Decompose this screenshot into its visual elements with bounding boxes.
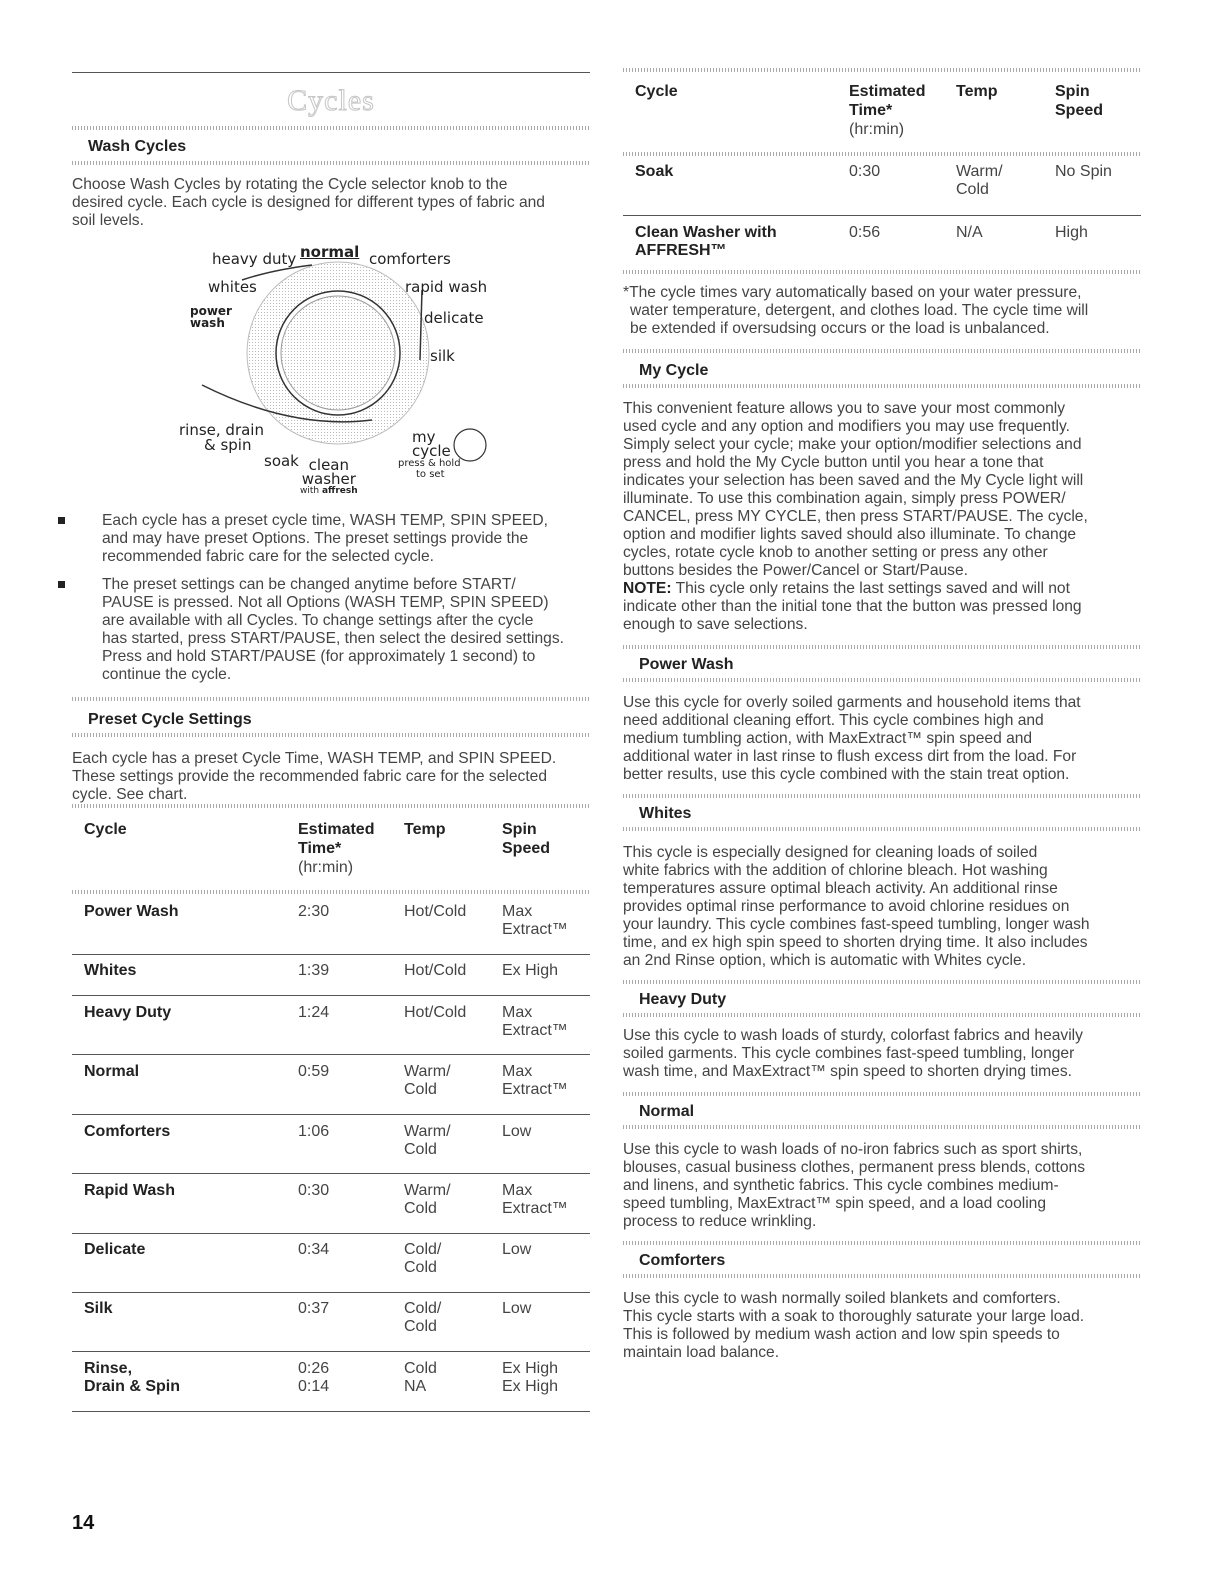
table-cell-temp [404, 1360, 437, 1396]
text-line: indicate other than the initial tone that the button was pressed long [623, 598, 1082, 615]
text-line: water temperature, detergent, and clothes load. The cycle time will [630, 302, 1089, 319]
table-cell-line: No Spin [1055, 163, 1112, 180]
dial-label-delicate: delicate [424, 309, 484, 327]
table-cell-line: Warm/ [956, 163, 1003, 180]
text-line: an 2nd Rinse option, which is automatic with Whites cycle. [623, 952, 1027, 969]
table-cell-spin [502, 1123, 531, 1141]
table-cell-time [298, 1360, 329, 1396]
table-cell-line: Cold/ [404, 1300, 442, 1317]
text-line: are available with all Cycles. To change settings after the cycle [102, 612, 534, 629]
affresh-logo: affresh [321, 486, 358, 496]
dial-label-power-wash-line: wash [190, 316, 225, 330]
row-separator [72, 995, 590, 996]
section-heading: Power Wash [639, 656, 734, 673]
table-cell-line: 0:30 [849, 163, 881, 180]
dial-label-clean-line: washer [301, 470, 356, 488]
text-line: Each cycle has a preset Cycle Time, WASH TEMP, and SPIN SPEED. [72, 750, 557, 767]
table-cell-line: Max [502, 903, 533, 920]
col-header-time-unit: (hr:min) [298, 859, 354, 876]
col-header-temp: Temp [404, 821, 446, 838]
table-cell-line: AFFRESH™ [635, 242, 727, 259]
row-separator [72, 1292, 590, 1293]
table-cell-line: Ex High [502, 1378, 559, 1395]
table-cell-line: Ex High [502, 1360, 559, 1377]
dial-label-heavy-duty: heavy duty [212, 250, 297, 268]
text-line: buttons besides the Power/Cancel or Start/Pause. [623, 562, 968, 579]
table-footnote [623, 284, 1141, 338]
text-line: Simply select your cycle; make your option/modifier selections and [623, 436, 1082, 453]
divider [72, 890, 590, 894]
table-cell-line: N/A [956, 224, 983, 241]
table-cell-line: Delicate [84, 1241, 146, 1258]
table-cell-time [298, 1241, 329, 1259]
table-cell-line: Cold [404, 1081, 437, 1098]
row-separator [72, 1054, 590, 1055]
text-line: your laundry. This cycle combines fast-speed tumbling, longer wash [623, 916, 1090, 933]
table-cell-time [849, 224, 880, 242]
dial-label-rapid-wash: rapid wash [405, 278, 488, 296]
col-header-time-line: Time* [298, 840, 342, 857]
table-cell-name [84, 1300, 112, 1318]
list-item [102, 576, 620, 684]
table-cell-line: 0:30 [298, 1182, 330, 1199]
dial-label-silk: silk [430, 347, 455, 365]
table-cell-line: Extract™ [502, 1081, 568, 1098]
table-cell-line: Clean Washer with [635, 224, 777, 241]
table-cell-name [84, 1360, 180, 1396]
section-body [623, 1027, 1141, 1081]
dial-label-whites: whites [208, 278, 257, 296]
text-line: temperatures assure optimal bleach activity. An additional rinse [623, 880, 1058, 897]
table-cell-line: Max [502, 1004, 533, 1021]
text-line: These settings provide the recommended fabric care for the selected [72, 768, 547, 785]
table-cell-line: Warm/ [404, 1182, 451, 1199]
table-cell-line: Cold [404, 1360, 437, 1377]
text-line: soil levels. [72, 212, 144, 229]
table-cell-line: Low [502, 1300, 532, 1317]
wash-cycles-intro [72, 176, 590, 230]
divider [72, 126, 590, 130]
divider [623, 1013, 1141, 1017]
note-text: This cycle only retains the last settings saved and will not [671, 580, 1070, 597]
divider [623, 1241, 1141, 1245]
row-separator [72, 1173, 590, 1174]
table-cell-spin [502, 1004, 568, 1040]
text-line: wash time, and MaxExtract™ spin speed to shorten drying times. [623, 1063, 1072, 1080]
row-separator [72, 1351, 590, 1352]
text-line: The preset settings can be changed anytime before START/ [102, 576, 516, 593]
col-header-time [298, 820, 374, 858]
table-cell-temp [956, 224, 983, 242]
text-line: has started, press START/PAUSE, then select the desired settings. [102, 630, 564, 647]
bullet-icon [58, 581, 65, 588]
col-header-time [849, 82, 925, 120]
table-cell-spin [502, 1241, 531, 1259]
table-cell-temp [404, 1182, 451, 1218]
table-cell-line: 0:59 [298, 1063, 330, 1080]
table-cell-temp [404, 1004, 466, 1022]
divider [72, 804, 590, 808]
table-cell-temp [404, 962, 466, 980]
text-line: enough to save selections. [623, 616, 808, 633]
preset-heading: Preset Cycle Settings [88, 711, 252, 728]
text-line: Use this cycle to wash loads of no-iron fabrics such as sport shirts, [623, 1141, 1083, 1158]
text-line: PAUSE is pressed. Not all Options (WASH TEMP, SPIN SPEED) [102, 594, 549, 611]
table-cell-name [84, 903, 179, 921]
text-line: soiled garments. This cycle combines fast-speed tumbling, longer [623, 1045, 1075, 1062]
divider [623, 68, 1141, 72]
text-line: *The cycle times vary automatically based on your water pressure, [623, 284, 1082, 301]
section-heading: Heavy Duty [639, 991, 727, 1008]
dial-label-rinse-line: & spin [204, 436, 252, 454]
table-cell-line: 1:39 [298, 962, 330, 979]
text-line: This is followed by medium wash action and low spin speeds to [623, 1326, 1060, 1343]
table-cell-spin [1055, 224, 1088, 242]
table-cell-line: Extract™ [502, 921, 568, 938]
top-rule [72, 72, 590, 73]
divider [623, 678, 1141, 682]
table-cell-spin [502, 1063, 568, 1099]
table-cell-line: Rinse, [84, 1360, 133, 1377]
table-cell-time [298, 1123, 329, 1141]
table-cell-line: Cold [404, 1141, 437, 1158]
dial-label-clean-line: clean [308, 456, 349, 474]
table-cell-spin [1055, 163, 1112, 181]
table-cell-line: Low [502, 1123, 532, 1140]
text-line: Choose Wash Cycles by rotating the Cycle selector knob to the [72, 176, 508, 193]
divider [72, 161, 590, 165]
table-cell-temp [404, 1241, 441, 1277]
table-cell-temp [404, 1300, 441, 1336]
text-line: blouses, casual business clothes, permanent press blends, cottons [623, 1159, 1086, 1176]
text-line: process to reduce wrinkling. [623, 1213, 817, 1230]
note-line [623, 580, 1141, 598]
text-line: cycle. See chart. [72, 786, 188, 803]
text-line: recommended fabric care for the selected cycle. [102, 548, 434, 565]
table-cell-time [298, 1063, 329, 1081]
table-cell-line: Whites [84, 962, 137, 979]
page-title: Cycles [287, 84, 375, 117]
section-heading: My Cycle [639, 362, 709, 379]
table-cell-line: High [1055, 224, 1088, 241]
dial-label-comforters: comforters [369, 250, 451, 268]
text-line: This cycle starts with a soak to thoroughly saturate your large load. [623, 1308, 1085, 1325]
dial-knob-inner [281, 296, 395, 410]
preset-text [72, 750, 590, 804]
dial-label-clean-with: with [300, 486, 320, 496]
row-separator [72, 954, 590, 955]
text-line: CANCEL, press MY CYCLE, then press START/PAUSE. The cycle, [623, 508, 1088, 525]
divider [623, 645, 1141, 649]
table-cell-line: Drain & Spin [84, 1378, 181, 1395]
text-line: Use this cycle to wash normally soiled blankets and comforters. [623, 1290, 1061, 1307]
table-cell-name [635, 163, 673, 181]
divider [623, 1092, 1141, 1096]
page-number: 14 [72, 1512, 95, 1534]
text-line: white fabrics with the addition of chlorine bleach. Hot washing [623, 862, 1048, 879]
table-cell-line: Cold/ [404, 1241, 442, 1258]
table-cell-line: 0:14 [298, 1378, 330, 1395]
table-cell-time [298, 903, 329, 921]
table-cell-name [84, 962, 136, 980]
divider [623, 152, 1141, 156]
table-cell-temp [404, 1123, 451, 1159]
dial-label-rinse-line: rinse, drain [179, 421, 264, 439]
dial-label-press-hold: press & hold [398, 458, 461, 469]
table-cell-name [635, 224, 777, 260]
dial-label-soak: soak [264, 452, 299, 470]
col-header-time-unit: (hr:min) [849, 121, 905, 138]
divider [623, 827, 1141, 831]
table-cell-line: 0:26 [298, 1360, 330, 1377]
table-cell-spin [502, 1182, 568, 1218]
table-cell-line: NA [404, 1378, 427, 1395]
table-cell-line: 1:06 [298, 1123, 330, 1140]
divider [623, 980, 1141, 984]
text-line: press and hold the My Cycle button until you hear a tone that [623, 454, 1044, 471]
dial-label-power-wash-line: power [190, 304, 232, 318]
dial-label-power-wash [190, 305, 232, 329]
section-heading: Whites [639, 805, 692, 822]
table-cell-temp [404, 903, 466, 921]
col-header-temp: Temp [956, 83, 998, 100]
bullet-icon [58, 517, 65, 524]
col-header-spin-line: Spin [502, 821, 537, 838]
col-header-time-line: Time* [849, 102, 893, 119]
text-line: illuminate. To use this combination again, simply press POWER/ [623, 490, 1066, 507]
table-cell-line: Hot/Cold [404, 962, 467, 979]
table-cell-line: 0:56 [849, 224, 881, 241]
col-header-spin [502, 820, 550, 858]
text-line: indicates your selection has been saved and the My Cycle light will [623, 472, 1084, 489]
row-separator [72, 1411, 590, 1412]
table-cell-line: Warm/ [404, 1063, 451, 1080]
divider [72, 733, 590, 737]
text-line: desired cycle. Each cycle is designed for different types of fabric and [72, 194, 545, 211]
table-cell-line: Cold [404, 1259, 437, 1276]
table-cell-name [84, 1063, 139, 1081]
table-cell-line: 1:24 [298, 1004, 330, 1021]
table-cell-line: Hot/Cold [404, 903, 467, 920]
table-cell-temp [956, 163, 1003, 199]
table-cell-line: Soak [635, 163, 674, 180]
col-header-time-line: Estimated [298, 821, 375, 838]
table-cell-time [298, 1300, 329, 1318]
row-separator [623, 215, 1141, 216]
col-header-spin-line: Speed [1055, 102, 1104, 119]
section-body [623, 694, 1141, 784]
section-body [623, 400, 1141, 634]
table-cell-line: Power Wash [84, 903, 179, 920]
note-label: NOTE: [623, 580, 672, 597]
divider [623, 1274, 1141, 1278]
table-cell-time [298, 1182, 329, 1200]
table-cell-line: Max [502, 1182, 533, 1199]
divider [72, 697, 590, 701]
text-line: Each cycle has a preset cycle time, WASH TEMP, SPIN SPEED, [102, 512, 549, 529]
row-separator [72, 1114, 590, 1115]
table-cell-line: Cold [404, 1318, 437, 1335]
text-line: speed tumbling, MaxExtract™ spin speed, and a load cooling [623, 1195, 1047, 1212]
text-line: Press and hold START/PAUSE (for approximately 1 second) to [102, 648, 536, 665]
list-item [102, 512, 620, 566]
table-cell-line: Heavy Duty [84, 1004, 172, 1021]
section-heading: Normal [639, 1103, 695, 1120]
table-cell-line: 0:34 [298, 1241, 330, 1258]
table-cell-line: Cold [956, 181, 989, 198]
section-body [623, 844, 1141, 970]
table-cell-spin [502, 1360, 558, 1396]
cycle-selector-dial [72, 240, 590, 510]
table-cell-line: 0:37 [298, 1300, 330, 1317]
table-cell-temp [404, 1063, 451, 1099]
table-cell-time [298, 962, 329, 980]
text-line: be extended if oversudsing occurs or the load is unbalanced. [630, 320, 1050, 337]
table-cell-spin [502, 962, 558, 980]
table-cell-line: 2:30 [298, 903, 330, 920]
table-cell-line: Hot/Cold [404, 1004, 467, 1021]
text-line: This convenient feature allows you to save your most commonly [623, 400, 1066, 417]
dial-label-rinse-drain-spin [179, 423, 264, 453]
table-cell-name [84, 1241, 145, 1259]
row-separator [72, 1233, 590, 1234]
text-line: This cycle is especially designed for cleaning loads of soiled [623, 844, 1038, 861]
table-cell-line: Ex High [502, 962, 559, 979]
text-line: Use this cycle for overly soiled garments and household items that [623, 694, 1081, 711]
text-line: better results, use this cycle combined with the stain treat option. [623, 766, 1070, 783]
text-line: need additional cleaning effort. This cycle combines high and [623, 712, 1044, 729]
col-header-spin-line: Speed [502, 840, 551, 857]
text-line: Use this cycle to wash loads of sturdy, colorfast fabrics and heavily [623, 1027, 1083, 1044]
table-cell-name [84, 1123, 170, 1141]
col-header-cycle: Cycle [635, 83, 678, 100]
table-cell-line: Normal [84, 1063, 140, 1080]
table-cell-line: Comforters [84, 1123, 171, 1140]
dial-label-clean-washer [300, 458, 358, 496]
col-header-time-line: Estimated [849, 83, 926, 100]
text-line: medium tumbling action, with MaxExtract™ spin speed and [623, 730, 1033, 747]
col-header-spin-line: Spin [1055, 83, 1090, 100]
text-line: time, and ex high spin speed to shorten drying time. It also includes [623, 934, 1088, 951]
divider [623, 349, 1141, 353]
divider [623, 1125, 1141, 1129]
table-cell-spin [502, 1300, 531, 1318]
text-line: and may have preset Options. The preset settings provide the [102, 530, 529, 547]
text-line: option and modifier lights saved should also illuminate. To change [623, 526, 1077, 543]
table-cell-line: Cold [404, 1200, 437, 1217]
wash-cycles-heading: Wash Cycles [88, 138, 187, 155]
section-heading: Comforters [639, 1252, 726, 1269]
text-line: cycles, rotate cycle knob to another setting or press any other [623, 544, 1048, 561]
table-cell-spin [502, 903, 568, 939]
dial-label-my-line: my [412, 428, 436, 446]
dial-label-to-set: to set [416, 469, 445, 480]
table-cell-line: Rapid Wash [84, 1182, 175, 1199]
text-line: and linens, and synthetic fabrics. This cycle combines medium- [623, 1177, 1059, 1194]
divider [623, 384, 1141, 388]
dial-label-my-line: cycle [412, 442, 451, 460]
text-line: additional water in last rinse to flush excess dirt from the load. For [623, 748, 1077, 765]
dial-label-normal: normal [300, 243, 360, 261]
table-cell-name [84, 1004, 171, 1022]
table-cell-line: Warm/ [404, 1123, 451, 1140]
dial-label-my-cycle [398, 430, 461, 480]
table-cell-line: Max [502, 1063, 533, 1080]
text-line: maintain load balance. [623, 1344, 780, 1361]
col-header-cycle: Cycle [84, 821, 127, 838]
table-cell-time [298, 1004, 329, 1022]
col-header-spin [1055, 82, 1103, 120]
section-body [623, 1141, 1141, 1231]
table-cell-line: Extract™ [502, 1022, 568, 1039]
table-cell-line: Extract™ [502, 1200, 568, 1217]
table-cell-time [849, 163, 880, 181]
table-cell-line: Silk [84, 1300, 113, 1317]
divider [623, 270, 1141, 274]
text-line: provides optimal rinse performance to avoid chlorine residues on [623, 898, 1070, 915]
divider [623, 794, 1141, 798]
section-body [623, 1290, 1141, 1362]
text-line: used cycle and any option and modifiers you may use frequently. [623, 418, 1070, 435]
table-cell-name [84, 1182, 175, 1200]
table-cell-line: Low [502, 1241, 532, 1258]
text-line: continue the cycle. [102, 666, 232, 683]
